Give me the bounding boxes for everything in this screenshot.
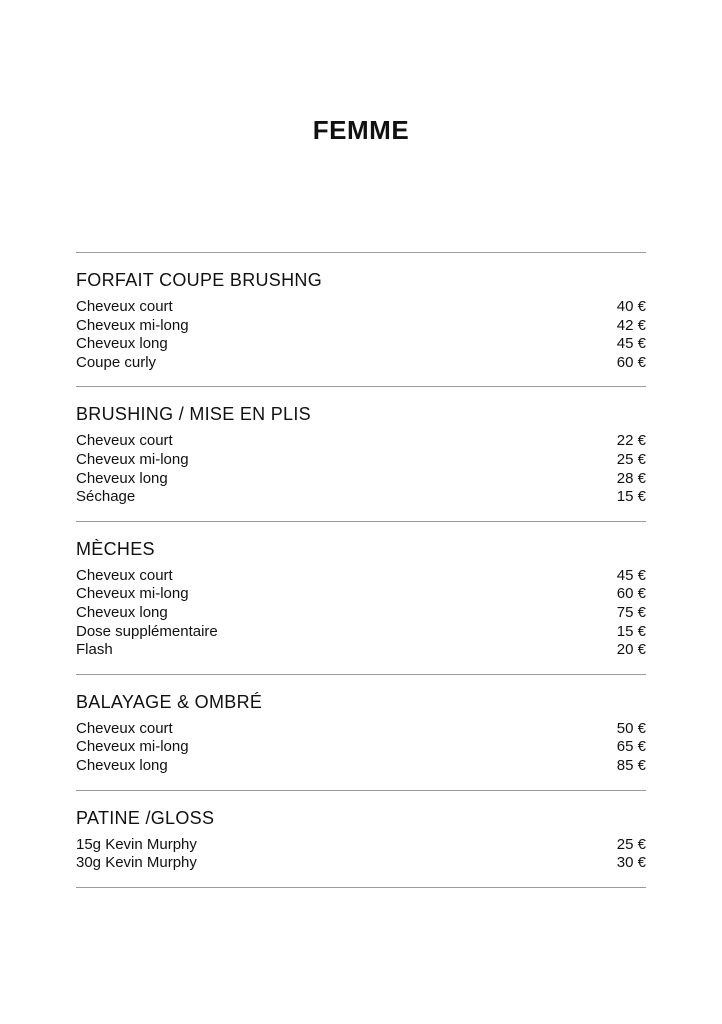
service-label: Cheveux long xyxy=(76,756,168,774)
section-balayage-ombre xyxy=(76,675,646,790)
service-label: 30g Kevin Murphy xyxy=(76,854,197,872)
section-title: MÈCHES xyxy=(76,538,155,559)
section-title: BALAYAGE & OMBRÉ xyxy=(76,691,263,712)
section-title: BRUSHING / MISE EN PLIS xyxy=(76,404,311,425)
service-price: 40 € xyxy=(616,298,646,315)
price-row xyxy=(76,623,646,642)
price-row xyxy=(76,317,646,336)
service-label: Cheveux mi-long xyxy=(76,316,189,334)
service-label: Cheveux mi-long xyxy=(76,738,189,756)
section-title: PATINE /GLOSS xyxy=(76,807,215,828)
price-row xyxy=(76,585,646,604)
price-row xyxy=(76,604,646,623)
service-label: Cheveux court xyxy=(76,298,173,315)
section-title: FORFAIT COUPE BRUSHNG xyxy=(76,270,322,290)
price-row xyxy=(76,432,646,451)
price-row xyxy=(76,298,646,317)
section-meches xyxy=(76,522,646,674)
service-label: Cheveux long xyxy=(76,469,168,487)
service-price: 15 € xyxy=(616,488,646,506)
service-label: Cheveux long xyxy=(76,603,168,621)
service-label: Coupe curly xyxy=(76,353,157,371)
service-label: Cheveux court xyxy=(76,719,173,737)
page-title: FEMME xyxy=(312,115,410,145)
price-row xyxy=(76,354,646,373)
service-price: 25 € xyxy=(616,835,646,853)
service-price: 50 € xyxy=(616,719,646,737)
service-label: Cheveux mi-long xyxy=(76,585,189,603)
service-label: Cheveux mi-long xyxy=(76,450,189,468)
service-price: 75 € xyxy=(616,603,646,621)
divider xyxy=(76,887,646,888)
service-price: 30 € xyxy=(616,854,646,872)
service-price: 42 € xyxy=(616,316,646,334)
price-row xyxy=(76,641,646,660)
price-row xyxy=(76,738,646,757)
service-label: Cheveux long xyxy=(76,335,168,353)
service-price: 65 € xyxy=(616,738,646,756)
service-price: 20 € xyxy=(616,641,646,659)
service-price: 85 € xyxy=(616,756,646,774)
service-price: 15 € xyxy=(616,622,646,640)
service-price: 22 € xyxy=(616,432,646,450)
price-row xyxy=(76,836,646,855)
section-forfait-coupe-brushing xyxy=(76,253,646,386)
service-price: 25 € xyxy=(616,450,646,468)
service-label: Séchage xyxy=(76,488,136,506)
service-label: Dose supplémentaire xyxy=(76,622,218,640)
service-price: 28 € xyxy=(616,469,646,487)
price-row xyxy=(76,757,646,776)
section-brushing-mise-en-plis xyxy=(76,387,646,520)
service-price: 60 € xyxy=(616,353,646,371)
service-price: 45 € xyxy=(616,566,646,584)
service-price: 45 € xyxy=(616,335,646,353)
price-list xyxy=(76,252,646,888)
service-price: 60 € xyxy=(616,585,646,603)
price-row xyxy=(76,451,646,470)
service-label: Cheveux court xyxy=(76,566,173,584)
service-label: Flash xyxy=(76,641,113,659)
price-row xyxy=(76,335,646,354)
price-row xyxy=(76,720,646,739)
section-patine-gloss xyxy=(76,791,646,887)
price-row xyxy=(76,567,646,586)
price-row xyxy=(76,470,646,489)
price-row xyxy=(76,854,646,873)
service-label: 15g Kevin Murphy xyxy=(76,835,197,853)
price-row xyxy=(76,488,646,507)
service-label: Cheveux court xyxy=(76,432,173,450)
